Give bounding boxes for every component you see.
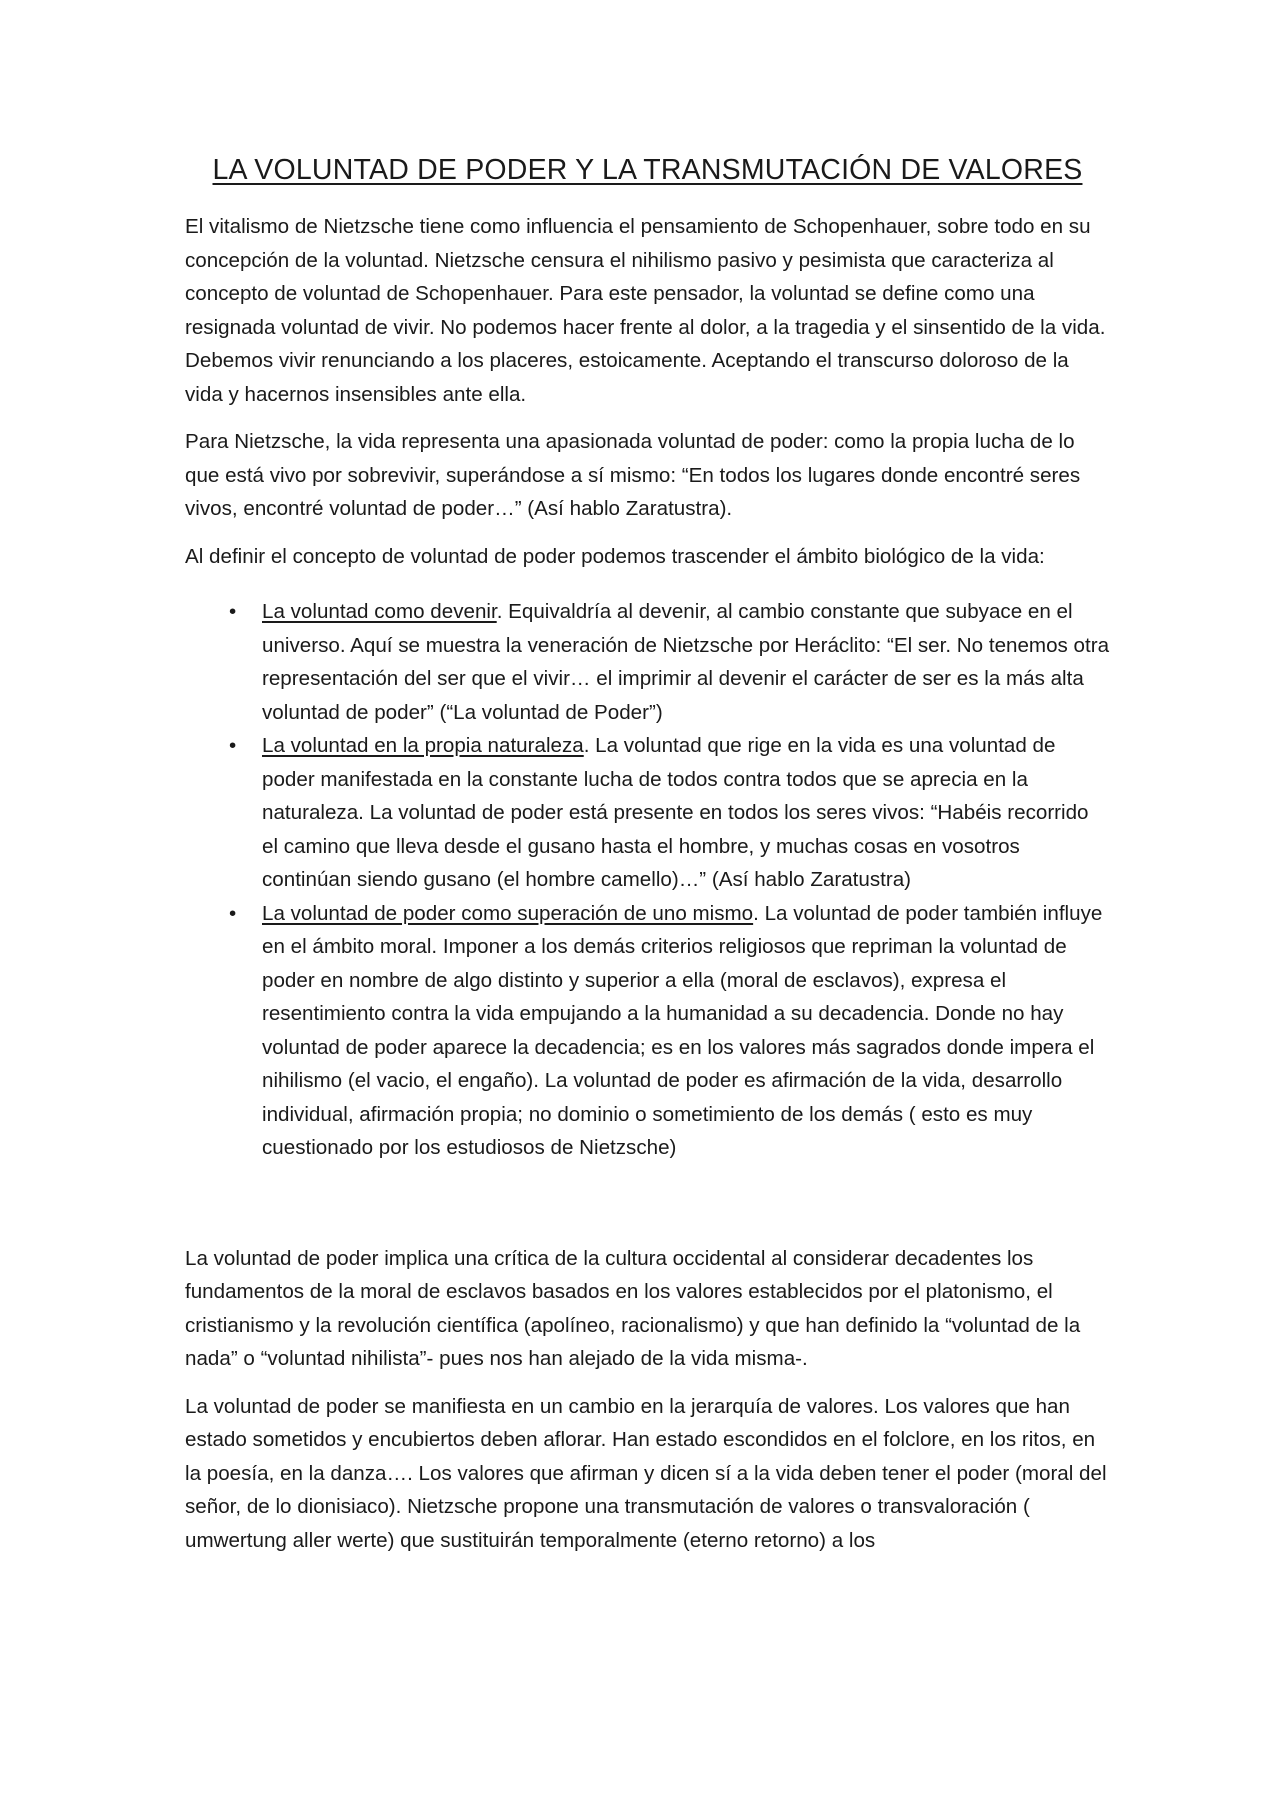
- bullet-heading: La voluntad como devenir: [262, 600, 497, 623]
- paragraph-critica-cultura: La voluntad de poder implica una crítica de la cultura occidental al considerar decadentes los fundamentos de la moral de esclavos basados en los valores establecidos por el platonismo, el cristianismo y la revolución científica (apolíneo, racionalismo) y que han definido la “voluntad de la nada” o “voluntad nihilista”- pues nos han alejado de la vida misma-.: [185, 1246, 1081, 1370]
- bullet-item-devenir: [185, 595, 1110, 729]
- paragraph-jerarquia-valores: La voluntad de poder se manifiesta en un cambio en la jerarquía de valores. Los valores que han estado sometidos y encubiertos deben aflorar. Han estado escondidos en el folclore, en los ritos, en la poesía, en la danza…. Los valores que afirman y dicen sí a la vida deben tener el poder (moral del señor, de lo dionisiaco). Nietzsche propone una transmutación de valores o transvaloración ( umwertung aller werte) que sustituirán temporalmente (eterno retorno) a los: [185, 1394, 1107, 1552]
- bullet-text: . Equivaldría al devenir, al cambio constante que subyace en el universo. Aquí se muestra la veneración de Nietzsche por Heráclito: “El ser. No tenemos otra representación del ser que el vivir… el imprimir al devenir el carácter de ser es la más alta voluntad de poder” (“La voluntad de Poder”): [262, 600, 1110, 724]
- bullet-icon: •: [229, 901, 237, 925]
- document-title: LA VOLUNTAD DE PODER Y LA TRANSMUTACIÓN DE VALORES: [212, 154, 1083, 186]
- bullet-heading: La voluntad en la propia naturaleza: [262, 734, 584, 757]
- blank-space: [185, 1165, 1110, 1242]
- paragraph-nietzsche-vida: Para Nietzsche, la vida representa una apasionada voluntad de poder: como la propia lucha de lo que está vivo por sobrevivir, superándose a sí mismo: “En todos los lugares donde encontré seres vivos, encontré voluntad de poder…” (Así hablo Zaratustra).: [185, 430, 1081, 520]
- bullet-text: . La voluntad que rige en la vida es una voluntad de poder manifestada en la constante lucha de todos contra todos que se aprecia en la naturaleza. La voluntad de poder está presente en todos los seres vivos: “Habéis recorrido el camino que lleva desde el gusano hasta el hombre, y muchas cosas en vosotros continúan siendo gusano (el hombre camello)…” (Así hablo Zaratustra): [262, 734, 1089, 891]
- bullet-text: . La voluntad de poder también influye en el ámbito moral. Imponer a los demás criterios religiosos que repriman la voluntad de poder en nombre de algo distinto y superior a ella (moral de esclavos), expresa el resentimiento contra la vida empujando a la humanidad a su decadencia. Donde no hay voluntad de poder aparece la decadencia; es en los valores más sagrados donde impera el nihilismo (el vacio, el engaño). La voluntad de poder es afirmación de la vida, desarrollo individual, afirmación propia; no dominio o sometimiento de los demás ( esto es muy cuestionado por los estudiosos de Nietzsche): [262, 901, 1103, 1159]
- bullet-icon: •: [229, 734, 237, 757]
- paragraph-schopenhauer: El vitalismo de Nietzsche tiene como influencia el pensamiento de Schopenhauer, sobre todo en su concepción de la voluntad. Nietzsche censura el nihilismo pasivo y pesimista que caracteriza al concepto de voluntad de Schopenhauer. Para este pensador, la voluntad se define como una resignada voluntad de vivir. No podemos hacer frente al dolor, a la tragedia y el sinsentido de la vida. Debemos vivir renunciando a los placeres, estoicamente. Aceptando el transcurso doloroso de la vida y hacernos insensibles ante ella.: [185, 215, 1106, 406]
- bullet-icon: •: [229, 600, 237, 623]
- bullet-item-superacion: [185, 897, 1110, 1165]
- document-page: [185, 150, 1110, 1571]
- paragraph-definir-concepto: Al definir el concepto de voluntad de poder podemos trascender el ámbito biológico de la vida:: [185, 544, 1045, 568]
- bullet-heading: La voluntad de poder como superación de uno mismo: [262, 901, 754, 925]
- bullet-item-naturaleza: [185, 729, 1110, 897]
- bullet-list: [185, 595, 1110, 1165]
